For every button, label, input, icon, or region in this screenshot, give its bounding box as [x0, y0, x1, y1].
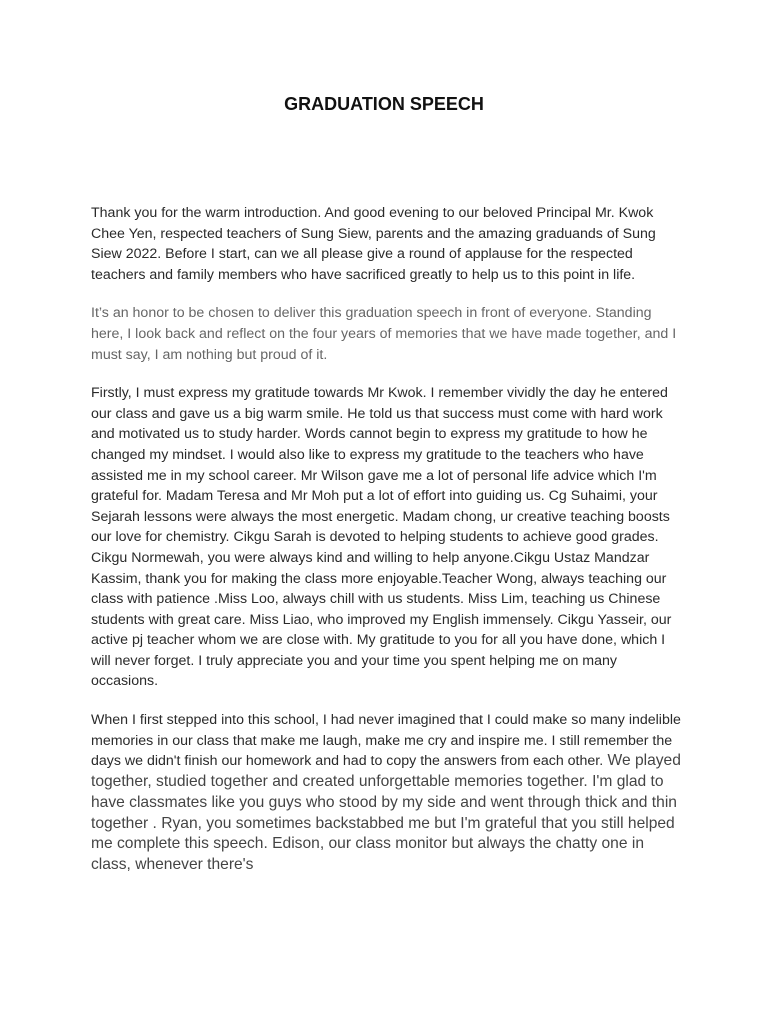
document-body	[91, 203, 681, 876]
paragraph-gratitude: Firstly, I must express my gratitude towards Mr Kwok. I remember vividly the day he entered our class and gave us a big warm smile. He told us that success must come with hard work and motivated us to study harder. Words cannot begin to express my gratitude to how he changed my mindset. I would also like to express my gratitude to the teachers who have assisted me in my school career. Mr Wilson gave me a lot of personal life advice which I'm grateful for. Madam Teresa and Mr Moh put a lot of effort into guiding us. Cg Suhaimi, your Sejarah lessons were always the most energetic. Madam chong, ur creative teaching boosts our love for chemistry. Cikgu Sarah is devoted to helping students to achieve good grades. Cikgu Normewah, you were always kind and willing to help anyone.Cikgu Ustaz Mandzar Kassim, thank you for making the class more enjoyable.Teacher Wong, always teaching our class with patience .Miss Loo, always chill with us students. Miss Lim, teaching us Chinese students with great care. Miss Liao, who improved my English immensely. Cikgu Yasseir, our active pj teacher whom we are close with. My gratitude to you for all you have done, which I will never forget. I truly appreciate you and your time you spent helping me on many occasions.	[91, 385, 672, 690]
paragraph-memories-start: When I first stepped into this school, I had never imagined that I could make so many indelible memories in our class that make me laugh, make me cry and inspire me. I still remember the days we didn't finish our homework and had to copy the answers from each other.	[91, 712, 681, 770]
paragraph-memories	[91, 710, 681, 876]
paragraph-honor: It’s an honor to be chosen to deliver this graduation speech in front of everyone. Standing here, I look back and reflect on the four years of memories that we have made together, and I must say, I am nothing but proud of it.	[91, 305, 677, 363]
paragraph-intro: Thank you for the warm introduction. And good evening to our beloved Principal Mr. Kwok Chee Yen, respected teachers of Sung Siew, parents and the amazing graduands of Sung Siew 2022. Before I start, can we all please give a round of applause for the respected teachers and family members who have sacrificed greatly to help us to this point in life.	[91, 205, 656, 283]
document-title: GRADUATION SPEECH	[284, 94, 484, 114]
paragraph-memories-continued: We played together, studied together and created unforgettable memories together. I'm glad to have classmates like you guys who stood by my side and went through thick and thin together . Ryan, you sometimes backstabbed me but I'm grateful that you still helped me complete this speech. Edison, our class monitor but always the chatty one in class, whenever there's	[91, 752, 681, 874]
